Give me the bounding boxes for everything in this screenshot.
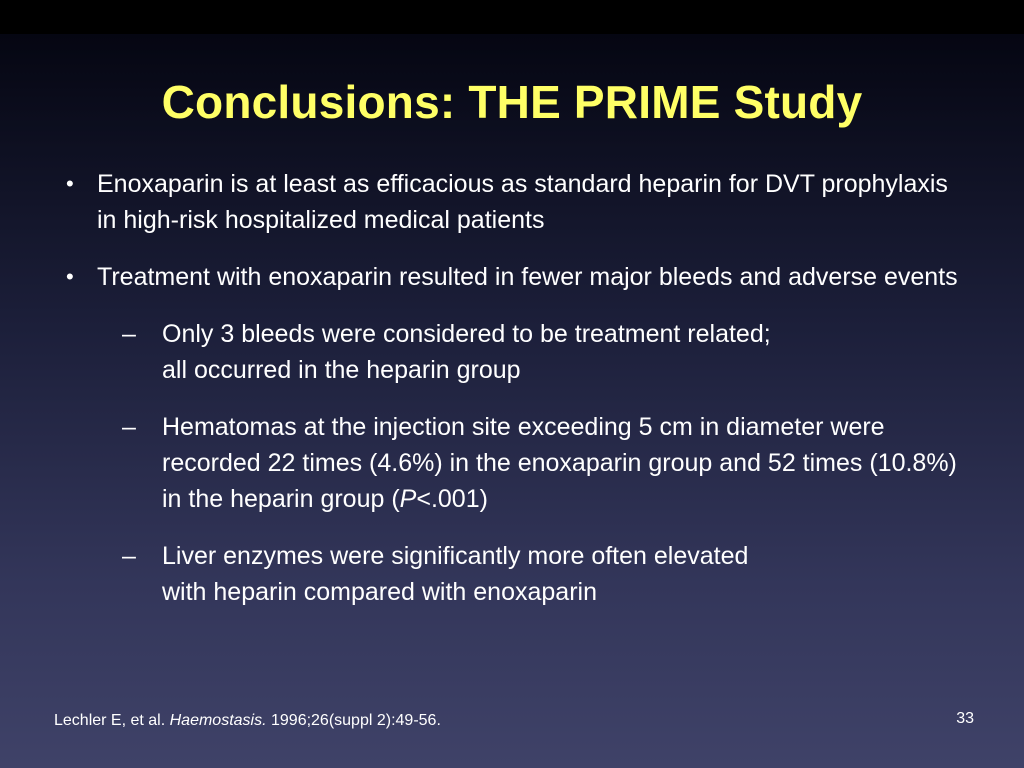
bullet-item <box>66 166 966 238</box>
slide-body <box>66 166 966 631</box>
bullet-marker: • <box>66 171 74 196</box>
reference-citation <box>54 712 441 730</box>
sub-bullet-line: with heparin compared with enoxaparin <box>162 578 597 606</box>
slide-number: 33 <box>956 710 974 727</box>
slide <box>0 34 1024 768</box>
reference-journal: Haemostasis. <box>169 712 267 729</box>
p-value-text: <.001) <box>416 485 488 513</box>
bullet-text: Enoxaparin is at least as efficacious as standard heparin for DVT prophylaxis in high-risk hospitalized medical patients <box>97 170 948 234</box>
reference-details: 1996;26(suppl 2):49-56. <box>266 712 441 729</box>
sub-bullet-line: all occurred in the heparin group <box>162 356 521 384</box>
bullet-text: Treatment with enoxaparin resulted in fewer major bleeds and adverse events <box>97 263 958 291</box>
sub-bullet-item <box>66 538 966 610</box>
sub-bullet-item <box>66 409 966 517</box>
sub-bullet-item <box>66 316 966 388</box>
slide-title: Conclusions: THE PRIME Study <box>161 76 863 128</box>
sub-bullet-text: Hematomas at the injection site exceeding 5 cm in diameter were recorded 22 times (4.6%) in the enoxaparin group and 52 times (10.8%) in the heparin group ( <box>162 413 957 513</box>
bullet-marker: • <box>66 264 74 289</box>
bullet-item <box>66 259 966 295</box>
dash-marker: – <box>122 320 136 348</box>
dash-marker: – <box>122 413 136 441</box>
p-value-symbol: P <box>399 485 417 513</box>
sub-bullet-line: Only 3 bleeds were considered to be treatment related; <box>162 320 771 348</box>
sub-bullet-line: Liver enzymes were significantly more often elevated <box>162 542 749 570</box>
reference-authors: Lechler E, et al. <box>54 712 170 729</box>
dash-marker: – <box>122 542 136 570</box>
